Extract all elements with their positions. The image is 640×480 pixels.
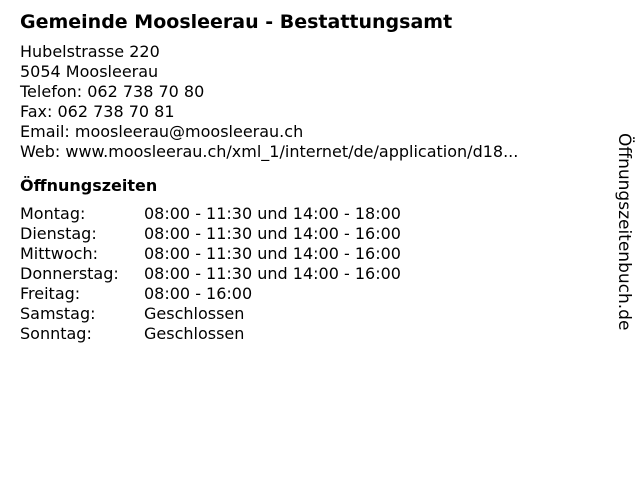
hours-row-friday [20,284,600,304]
hours-time: 08:00 - 11:30 und 14:00 - 16:00 [144,224,401,243]
hours-time: 08:00 - 11:30 und 14:00 - 16:00 [144,244,401,263]
site-brand-vertical: Öffnungszeitenbuch.de [614,133,634,331]
hours-day: Donnerstag: [20,264,119,283]
hours-time: 08:00 - 11:30 und 14:00 - 16:00 [144,264,401,283]
business-card [20,10,600,344]
hours-row-wednesday [20,244,600,264]
hours-row-tuesday [20,224,600,244]
hours-day: Sonntag: [20,324,92,343]
postal-city: 5054 Moosleerau [20,62,159,81]
hours-time: 08:00 - 11:30 und 14:00 - 18:00 [144,204,401,223]
page-title: Gemeinde Moosleerau - Bestattungsamt [20,11,453,33]
email-address: Email: moosleerau@moosleerau.ch [20,122,304,141]
hours-day: Samstag: [20,304,96,323]
fax-number: Fax: 062 738 70 81 [20,102,175,121]
hours-time: Geschlossen [144,304,245,323]
hours-time: 08:00 - 16:00 [144,284,253,303]
hours-row-thursday [20,264,600,284]
website-url: Web: www.moosleerau.ch/xml_1/internet/de/application/d18... [20,142,519,161]
hours-day: Freitag: [20,284,81,303]
address-block [20,42,600,162]
hours-day: Montag: [20,204,86,223]
opening-hours-heading: Öffnungszeiten [20,176,158,195]
hours-day: Dienstag: [20,224,97,243]
street-address: Hubelstrasse 220 [20,42,160,61]
phone-number: Telefon: 062 738 70 80 [20,82,205,101]
hours-row-monday [20,204,600,224]
hours-row-saturday [20,304,600,324]
hours-time: Geschlossen [144,324,245,343]
hours-day: Mittwoch: [20,244,98,263]
hours-row-sunday [20,324,600,344]
opening-hours-table [20,204,600,344]
